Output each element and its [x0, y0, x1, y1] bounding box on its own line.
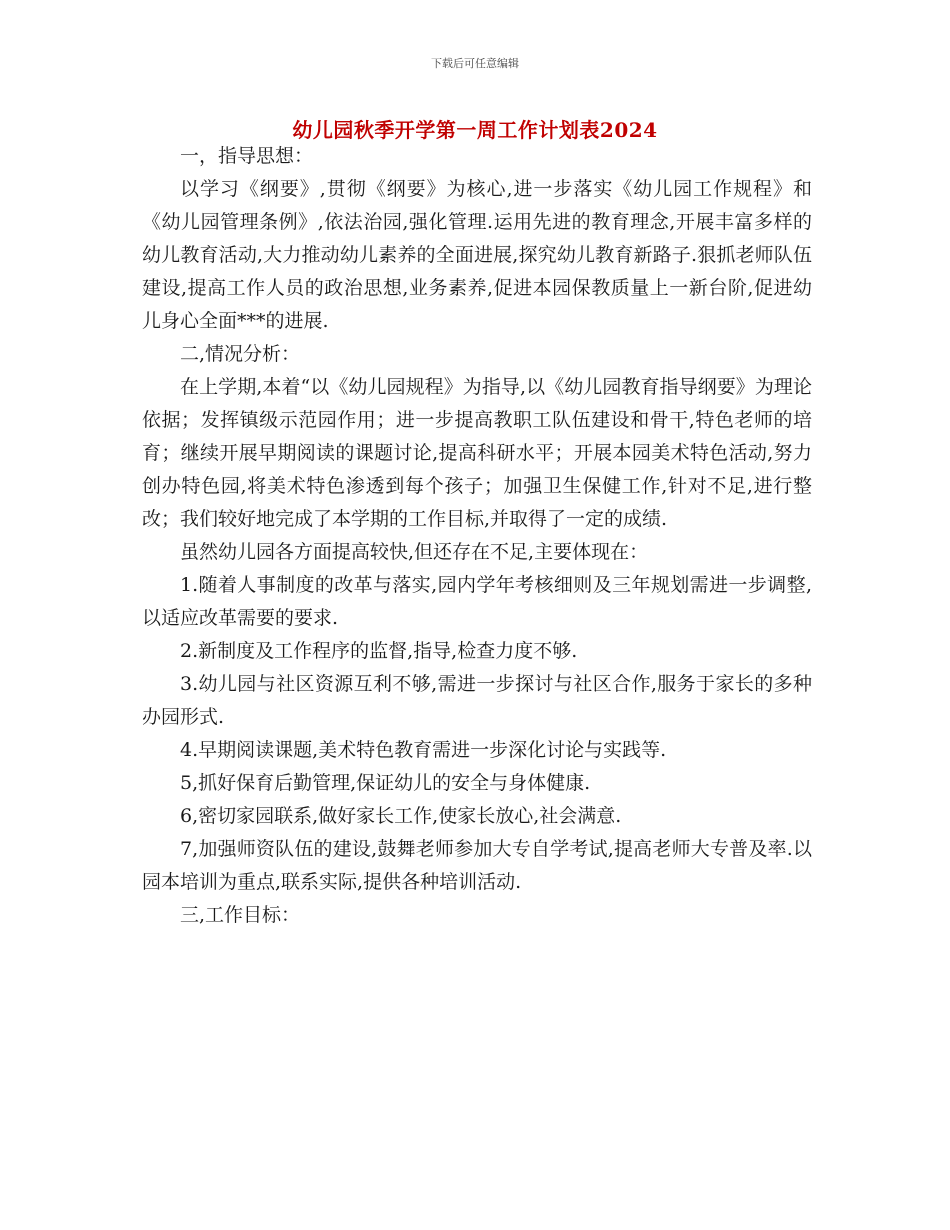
paragraph-guiding-ideology: 以学习《纲要》,贯彻《纲要》为核心,进一步落实《幼儿园工作规程》和《幼儿园管理条例》,依法治园,强化管理.运用先进的教育理念,开展丰富多样的幼儿教育活动,大力推动幼儿素养的全面进展,探究幼儿教育新路子.狠抓老师队伍建设,提高工作人员的政治思想,业务素养,促进本园保教质量上一新台阶,促进幼儿身心全面***的进展. [142, 178, 812, 332]
list-item-1: 1.随着人事制度的改革与落实,园内学年考核细则及三年规划需进一步调整,以适应改革需要的要求. [142, 574, 812, 629]
list-item-2: 2.新制度及工作程序的监督,指导,检查力度不够. [180, 640, 578, 662]
paragraph-shortcomings-intro: 虽然幼儿园各方面提高较快,但还存在不足,主要体现在： [180, 541, 649, 563]
list-item-3: 3.幼儿园与社区资源互利不够,需进一步探讨与社区合作,服务于家长的多种办园形式. [142, 673, 812, 728]
heading-guiding-ideology: 一，指导思想： [180, 145, 314, 167]
list-item-5: 5,抓好保育后勤管理,保证幼儿的安全与身体健康. [180, 772, 591, 794]
heading-situation-analysis: 二,情况分析： [180, 343, 301, 365]
list-item-6: 6,密切家园联系,做好家长工作,使家长放心,社会满意. [180, 805, 622, 827]
page-header-note: 下载后可任意编辑 [431, 57, 519, 70]
list-item-4: 4.早期阅读课题,美术特色教育需进一步深化讨论与实践等. [180, 739, 667, 761]
paragraph-last-semester: 在上学期,本着“以《幼儿园规程》为指导,以《幼儿园教育指导纲要》为理论依据；发挥镇级示范园作用；进一步提高教职工队伍建设和骨干,特色老师的培育；继续开展早期阅读的课题讨论,提高科研水平；开展本园美术特色活动,努力创办特色园,将美术特色渗透到每个孩子；加强卫生保健工作,针对不足,进行整改；我们较好地完成了本学期的工作目标,并取得了一定的成绩. [142, 376, 812, 530]
document-title: 幼儿园秋季开学第一周工作计划表2024 [292, 118, 658, 142]
document-body [142, 140, 812, 932]
heading-work-goals: 三,工作目标： [180, 904, 301, 926]
list-item-7: 7,加强师资队伍的建设,鼓舞老师参加大专自学考试,提高老师大专普及率.以园本培训为重点,联系实际,提供各种培训活动. [142, 838, 812, 893]
